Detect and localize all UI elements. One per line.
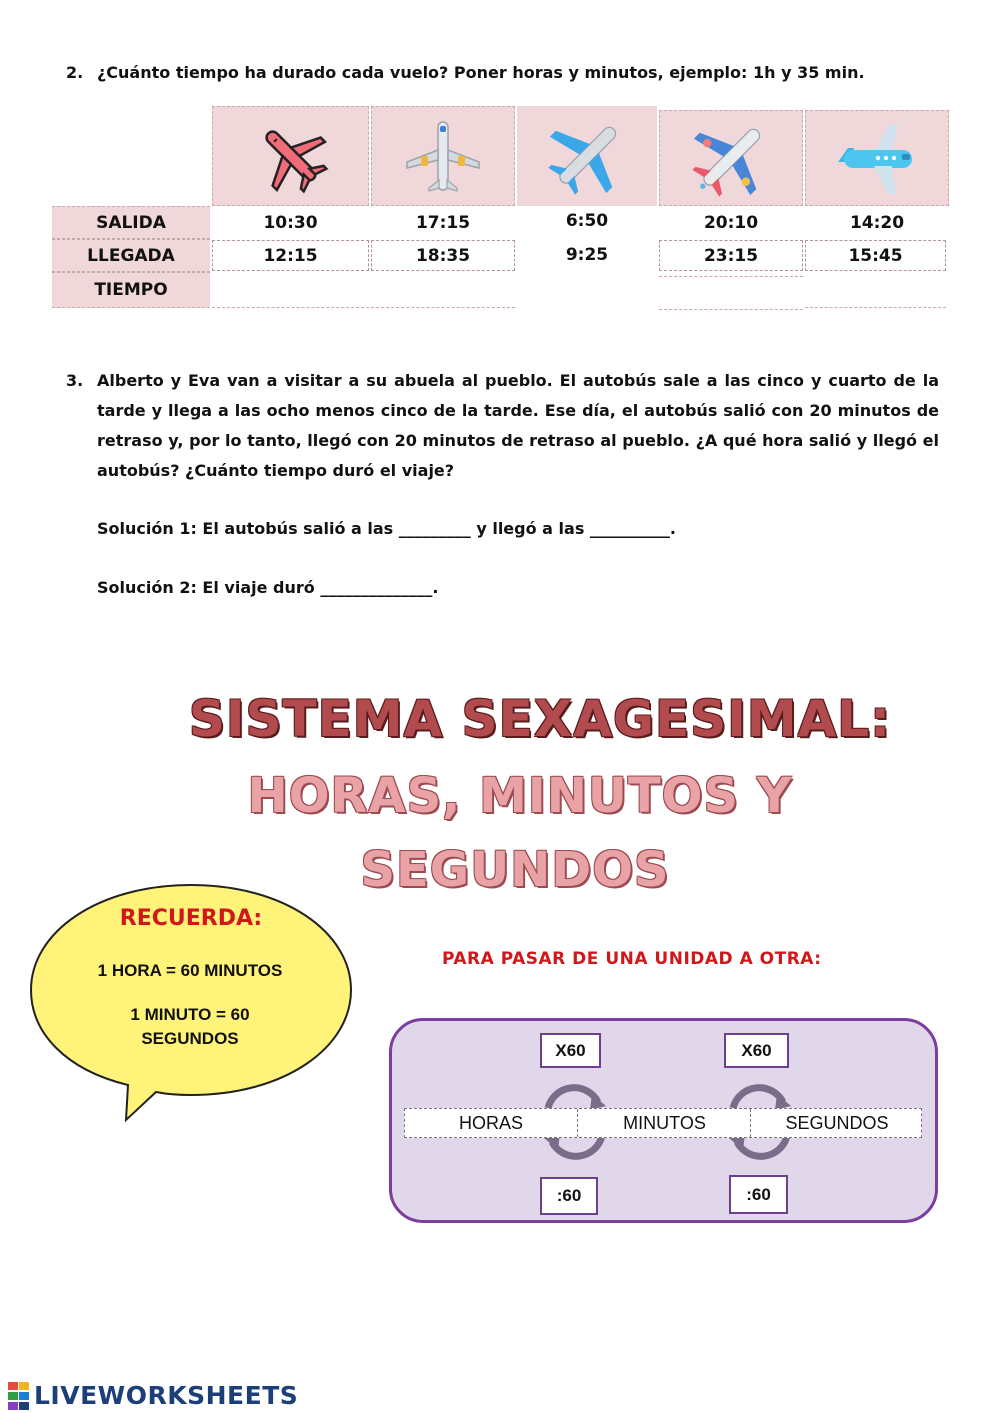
- arrival-time: 12:15: [212, 240, 369, 271]
- duration-answer-field[interactable]: [517, 273, 657, 308]
- question3-number: 3.: [66, 371, 84, 390]
- arrival-time: 18:35: [371, 240, 515, 271]
- unit-seconds: SEGUNDOS: [750, 1109, 923, 1137]
- row-label-duration: TIEMPO: [52, 272, 210, 308]
- reminder-title: RECUERDA:: [119, 906, 263, 931]
- reminder-fact1: 1 HORA = 60 MINUTOS: [97, 961, 283, 980]
- duration-answer-field[interactable]: [805, 273, 946, 308]
- departure-time: 14:20: [849, 212, 905, 233]
- plane-header-cell: [212, 106, 369, 206]
- blue-airplane-icon: [545, 114, 629, 198]
- cyan-airplane-icon: [834, 118, 920, 198]
- liveworksheets-logo: [8, 1381, 298, 1410]
- duration-answer-field[interactable]: [371, 273, 515, 308]
- heading-line3: SEGUNDOS: [360, 842, 670, 898]
- arrival-time: 9:25: [565, 244, 609, 265]
- plane-header-cell: [805, 110, 949, 206]
- red-airplane-icon: [251, 116, 331, 196]
- question3-text: Alberto y Eva van a visitar a su abuela al pueblo. El autobús sale a las cinco y cuarto de la tarde y llega a las ocho menos cinco de la tarde. Ese día, el autobús salió con 20 minutos de retraso y, por lo tanto, llegó con 20 minutos de retraso al pueblo. ¿A qué hora salió y llegó el autobús? ¿Cuánto tiempo duró el viaje?: [97, 371, 939, 480]
- row-label-departure: SALIDA: [52, 206, 210, 239]
- unit-minutes: MINUTOS: [577, 1109, 751, 1137]
- solution1-line[interactable]: Solución 1: El autobús salió a las _________ y llegó a las __________.: [97, 519, 676, 538]
- arrival-time: 23:15: [659, 240, 803, 271]
- question2-number: 2.: [66, 63, 84, 82]
- heading-line2: HORAS, MINUTOS Y: [247, 768, 793, 824]
- units-bar: [404, 1108, 922, 1138]
- divide-60-box: :60: [729, 1175, 788, 1214]
- duration-answer-field[interactable]: [212, 273, 369, 308]
- divide-60-box: :60: [540, 1177, 598, 1215]
- multiply-60-box: X60: [540, 1033, 601, 1068]
- plane-header-cell: [517, 106, 657, 206]
- plane-header-cell: [371, 106, 515, 206]
- departure-time: 6:50: [565, 210, 609, 231]
- reminder-fact2: 1 MINUTO = 60 SEGUNDOS: [130, 1005, 250, 1048]
- duration-answer-field[interactable]: [659, 276, 803, 310]
- row-label-arrival: LLEGADA: [52, 239, 210, 272]
- footer-brand: LIVEWORKSHEETS: [34, 1381, 299, 1410]
- question2-text: ¿Cuánto tiempo ha durado cada vuelo? Poner horas y minutos, ejemplo: 1h y 35 min.: [97, 63, 865, 82]
- departure-time: 10:30: [263, 212, 318, 233]
- logo-mark-icon: [8, 1382, 30, 1410]
- departure-time: 20:10: [703, 212, 759, 233]
- unit-hours: HORAS: [458, 1112, 523, 1133]
- arrival-time: 15:45: [805, 240, 946, 271]
- departure-time: 17:15: [415, 212, 471, 233]
- multicolor-airplane-icon: [689, 116, 773, 200]
- white-airliner-icon: [403, 116, 483, 196]
- conversion-title: PARA PASAR DE UNA UNIDAD A OTRA:: [442, 949, 822, 969]
- plane-header-cell: [659, 110, 803, 206]
- heading-line1: SISTEMA SEXAGESIMAL:: [188, 690, 892, 748]
- multiply-60-box: X60: [724, 1033, 789, 1068]
- solution2-line[interactable]: Solución 2: El viaje duró ______________.: [97, 578, 439, 597]
